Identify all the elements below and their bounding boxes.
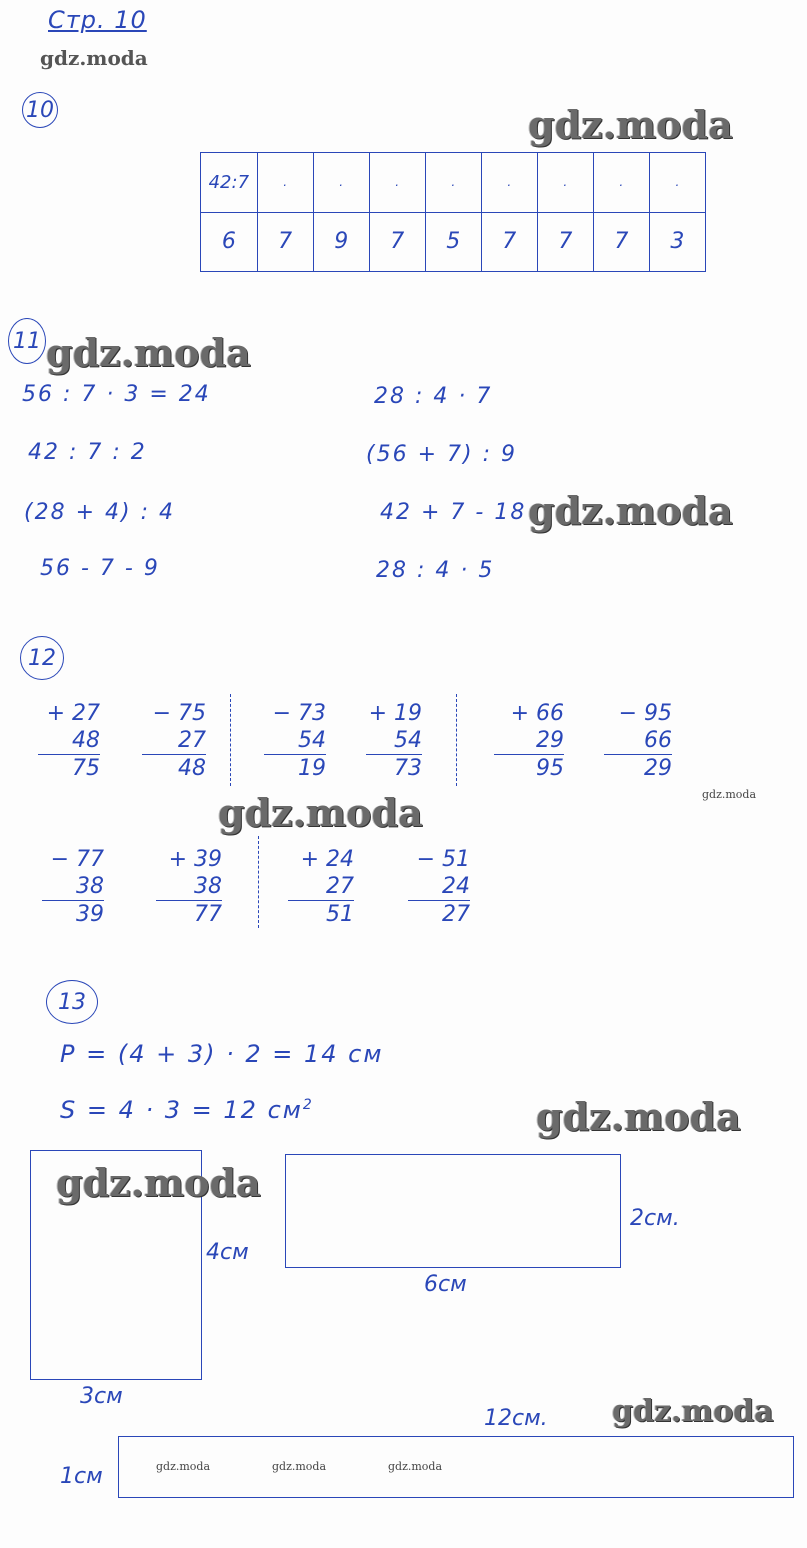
table-cell: . <box>537 153 593 213</box>
table-cell: 7 <box>257 212 313 272</box>
task-number-12: 12 <box>20 636 64 680</box>
area-formula: S = 4 · 3 = 12 $см^2$ <box>60 1096 314 1124</box>
table-cell: 7 <box>369 212 425 272</box>
column-calculation: + 27 48 75 <box>38 700 100 782</box>
height-label: 1см <box>60 1464 103 1489</box>
column-calculation: − 73 54 19 <box>264 700 326 782</box>
task-number-11: 11 <box>8 318 46 364</box>
column-calculation: − 77 38 39 <box>42 846 104 928</box>
watermark: gdz.moda <box>46 330 251 375</box>
width-label: 6см <box>424 1272 467 1297</box>
table-cell: 9 <box>313 212 369 272</box>
width-label: 12см. <box>484 1406 548 1431</box>
watermark: gdz.moda <box>702 788 757 801</box>
table-cell: 3 <box>649 212 705 272</box>
watermark: gdz.moda <box>528 488 733 533</box>
table-cell: . <box>481 153 537 213</box>
expression: 56 - 7 - 9 <box>40 556 160 581</box>
column-calculation: + 19 54 73 <box>366 700 422 782</box>
table-cell: . <box>257 153 313 213</box>
table-cell: 5 <box>425 212 481 272</box>
column-calculation: − 75 27 48 <box>142 700 206 782</box>
table-cell: . <box>593 153 649 213</box>
perimeter-formula: P = (4 + 3) · 2 = 14 см <box>60 1040 384 1068</box>
column-calculation: − 51 24 27 <box>408 846 470 928</box>
height-label: 4см <box>206 1240 249 1265</box>
watermark: gdz.moda <box>218 790 423 835</box>
divider <box>258 836 259 928</box>
watermark: gdz.moda <box>40 46 148 70</box>
expression: 56 : 7 · 3 = 24 <box>22 382 211 407</box>
column-calculation: − 95 66 29 <box>604 700 672 782</box>
table-cell: 42:7 <box>201 153 258 213</box>
watermark: gdz.moda <box>612 1394 774 1429</box>
divider <box>230 694 231 786</box>
rectangle-12x1 <box>118 1436 794 1498</box>
expression: 28 : 4 · 7 <box>374 384 493 409</box>
task-number-13: 13 <box>46 980 98 1024</box>
column-calculation: + 66 29 95 <box>494 700 564 782</box>
watermark: gdz.moda <box>528 102 733 147</box>
table-cell: 7 <box>481 212 537 272</box>
expression: 42 : 7 : 2 <box>28 440 147 465</box>
table-cell: 7 <box>593 212 649 272</box>
division-table <box>200 152 706 272</box>
expression: 42 + 7 - 18 <box>380 500 527 525</box>
table-cell: 7 <box>537 212 593 272</box>
divider <box>456 694 457 786</box>
column-calculation: + 24 27 51 <box>288 846 354 928</box>
task-number-10: 10 <box>22 92 58 128</box>
page-label: Стр. 10 <box>48 6 147 34</box>
rectangle-6x2 <box>285 1154 621 1268</box>
width-label: 3см <box>80 1384 123 1409</box>
watermark: gdz.moda <box>156 1460 211 1473</box>
table-cell: . <box>649 153 705 213</box>
watermark: gdz.moda <box>272 1460 327 1473</box>
column-calculation: + 39 38 77 <box>156 846 222 928</box>
expression: (28 + 4) : 4 <box>24 500 175 525</box>
table-cell: . <box>425 153 481 213</box>
height-label: 2см. <box>630 1206 680 1231</box>
table-cell: 6 <box>201 212 258 272</box>
expression: (56 + 7) : 9 <box>366 442 517 467</box>
watermark: gdz.moda <box>388 1460 443 1473</box>
table-cell: . <box>313 153 369 213</box>
watermark: gdz.moda <box>56 1160 261 1205</box>
table-cell: . <box>369 153 425 213</box>
expression: 28 : 4 · 5 <box>376 558 495 583</box>
watermark: gdz.moda <box>536 1094 741 1139</box>
